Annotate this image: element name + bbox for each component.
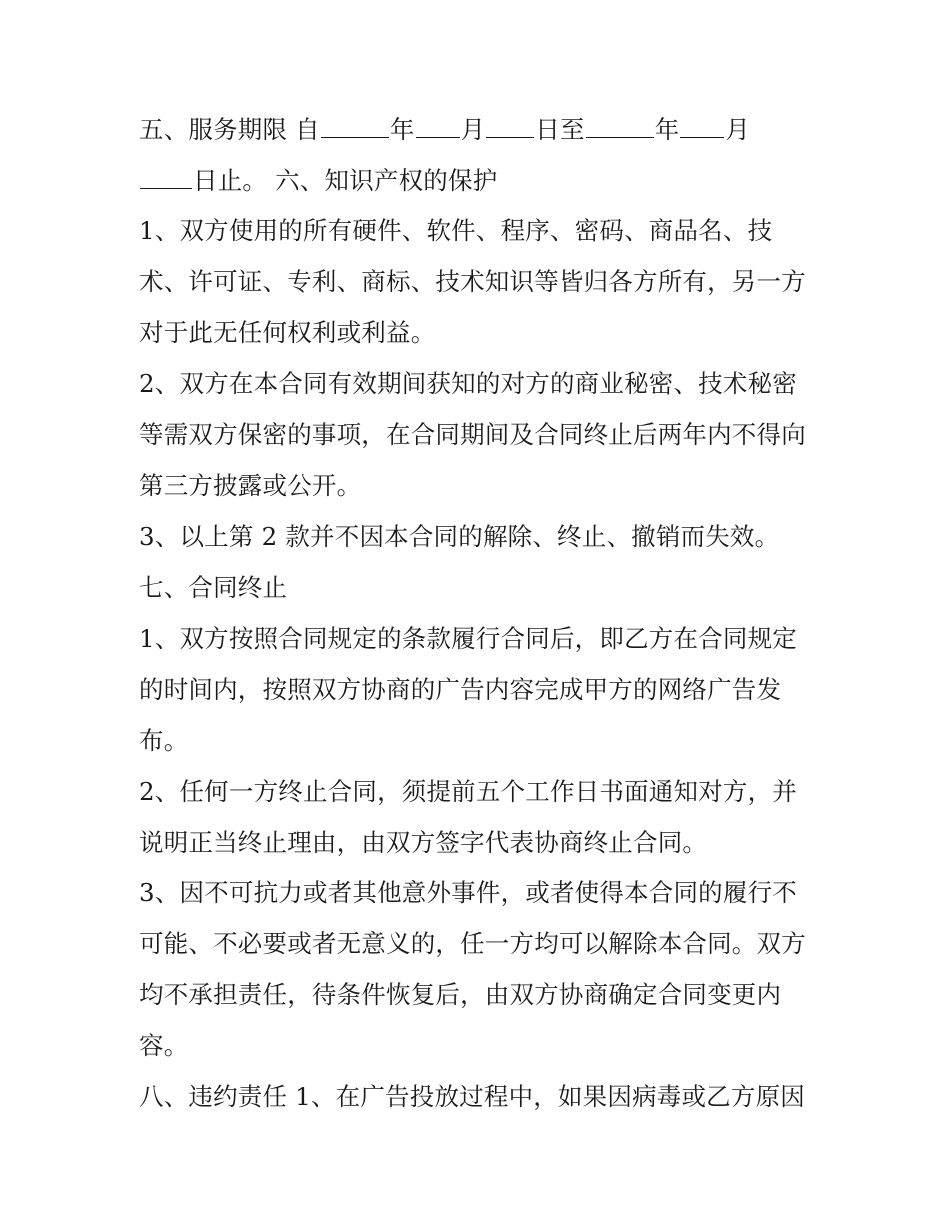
section-heading-breach: 八、违约责任 1、在广告投放过程中，如果因病毒或乙方原因 — [139, 1082, 805, 1111]
paragraph-line: 可能、不必要或者无意义的，任一方均可以解除本合同。双方 — [139, 929, 806, 958]
paragraph-line: 的时间内，按照双方协商的广告内容完成甲方的网络广告发 — [139, 675, 782, 704]
unit-day-to: 日至 — [535, 115, 585, 144]
paragraph-line: 术、许可证、专利、商标、技术知识等皆归各方所有，另一方 — [139, 267, 806, 296]
blank-end-month — [680, 115, 724, 138]
service-term-line — [139, 113, 839, 147]
blank-start-day — [486, 115, 534, 138]
paragraph-line: 3、因不可抗力或者其他意外事件，或者使得本合同的履行不 — [139, 878, 797, 907]
unit-day-end: 日止。 — [193, 166, 268, 195]
blank-end-day — [140, 166, 192, 189]
service-term-end-line — [139, 164, 839, 198]
blank-start-month — [416, 115, 460, 138]
paragraph-line: 容。 — [139, 1031, 189, 1060]
paragraph-line: 2、任何一方终止合同，须提前五个工作日书面通知对方，并 — [139, 777, 797, 806]
section-heading-ip: 六、知识产权的保护 — [275, 166, 498, 195]
blank-start-year — [321, 115, 389, 138]
paragraph-line: 说明正当终止理由，由双方签字代表协商终止合同。 — [139, 828, 708, 857]
paragraph-line: 等需双方保密的事项，在合同期间及合同终止后两年内不得向 — [139, 420, 806, 449]
paragraph-line: 均不承担责任，待条件恢复后，由双方协商确定合同变更内 — [139, 980, 782, 1009]
paragraph-line: 3、以上第 2 款并不因本合同的解除、终止、撤销而失效。 — [139, 522, 780, 551]
paragraph-line: 布。 — [139, 726, 189, 755]
unit-year: 年 — [389, 115, 415, 144]
service-term-label: 五、服务期限 自 — [139, 115, 320, 144]
paragraph-line: 1、双方使用的所有硬件、软件、程序、密码、商品名、技 — [139, 216, 773, 245]
unit-month: 月 — [460, 115, 486, 144]
paragraph-line: 对于此无任何权利或利益。 — [139, 318, 436, 347]
blank-end-year — [586, 115, 654, 138]
paragraph-line: 2、双方在本合同有效期间获知的对方的商业秘密、技术秘密 — [139, 369, 797, 398]
section-heading-termination: 七、合同终止 — [139, 573, 288, 602]
paragraph-line: 1、双方按照合同规定的条款履行合同后，即乙方在合同规定 — [139, 624, 797, 653]
unit-month-end: 月 — [725, 115, 751, 144]
unit-year-end: 年 — [654, 115, 680, 144]
paragraph-line: 第三方披露或公开。 — [139, 471, 362, 500]
